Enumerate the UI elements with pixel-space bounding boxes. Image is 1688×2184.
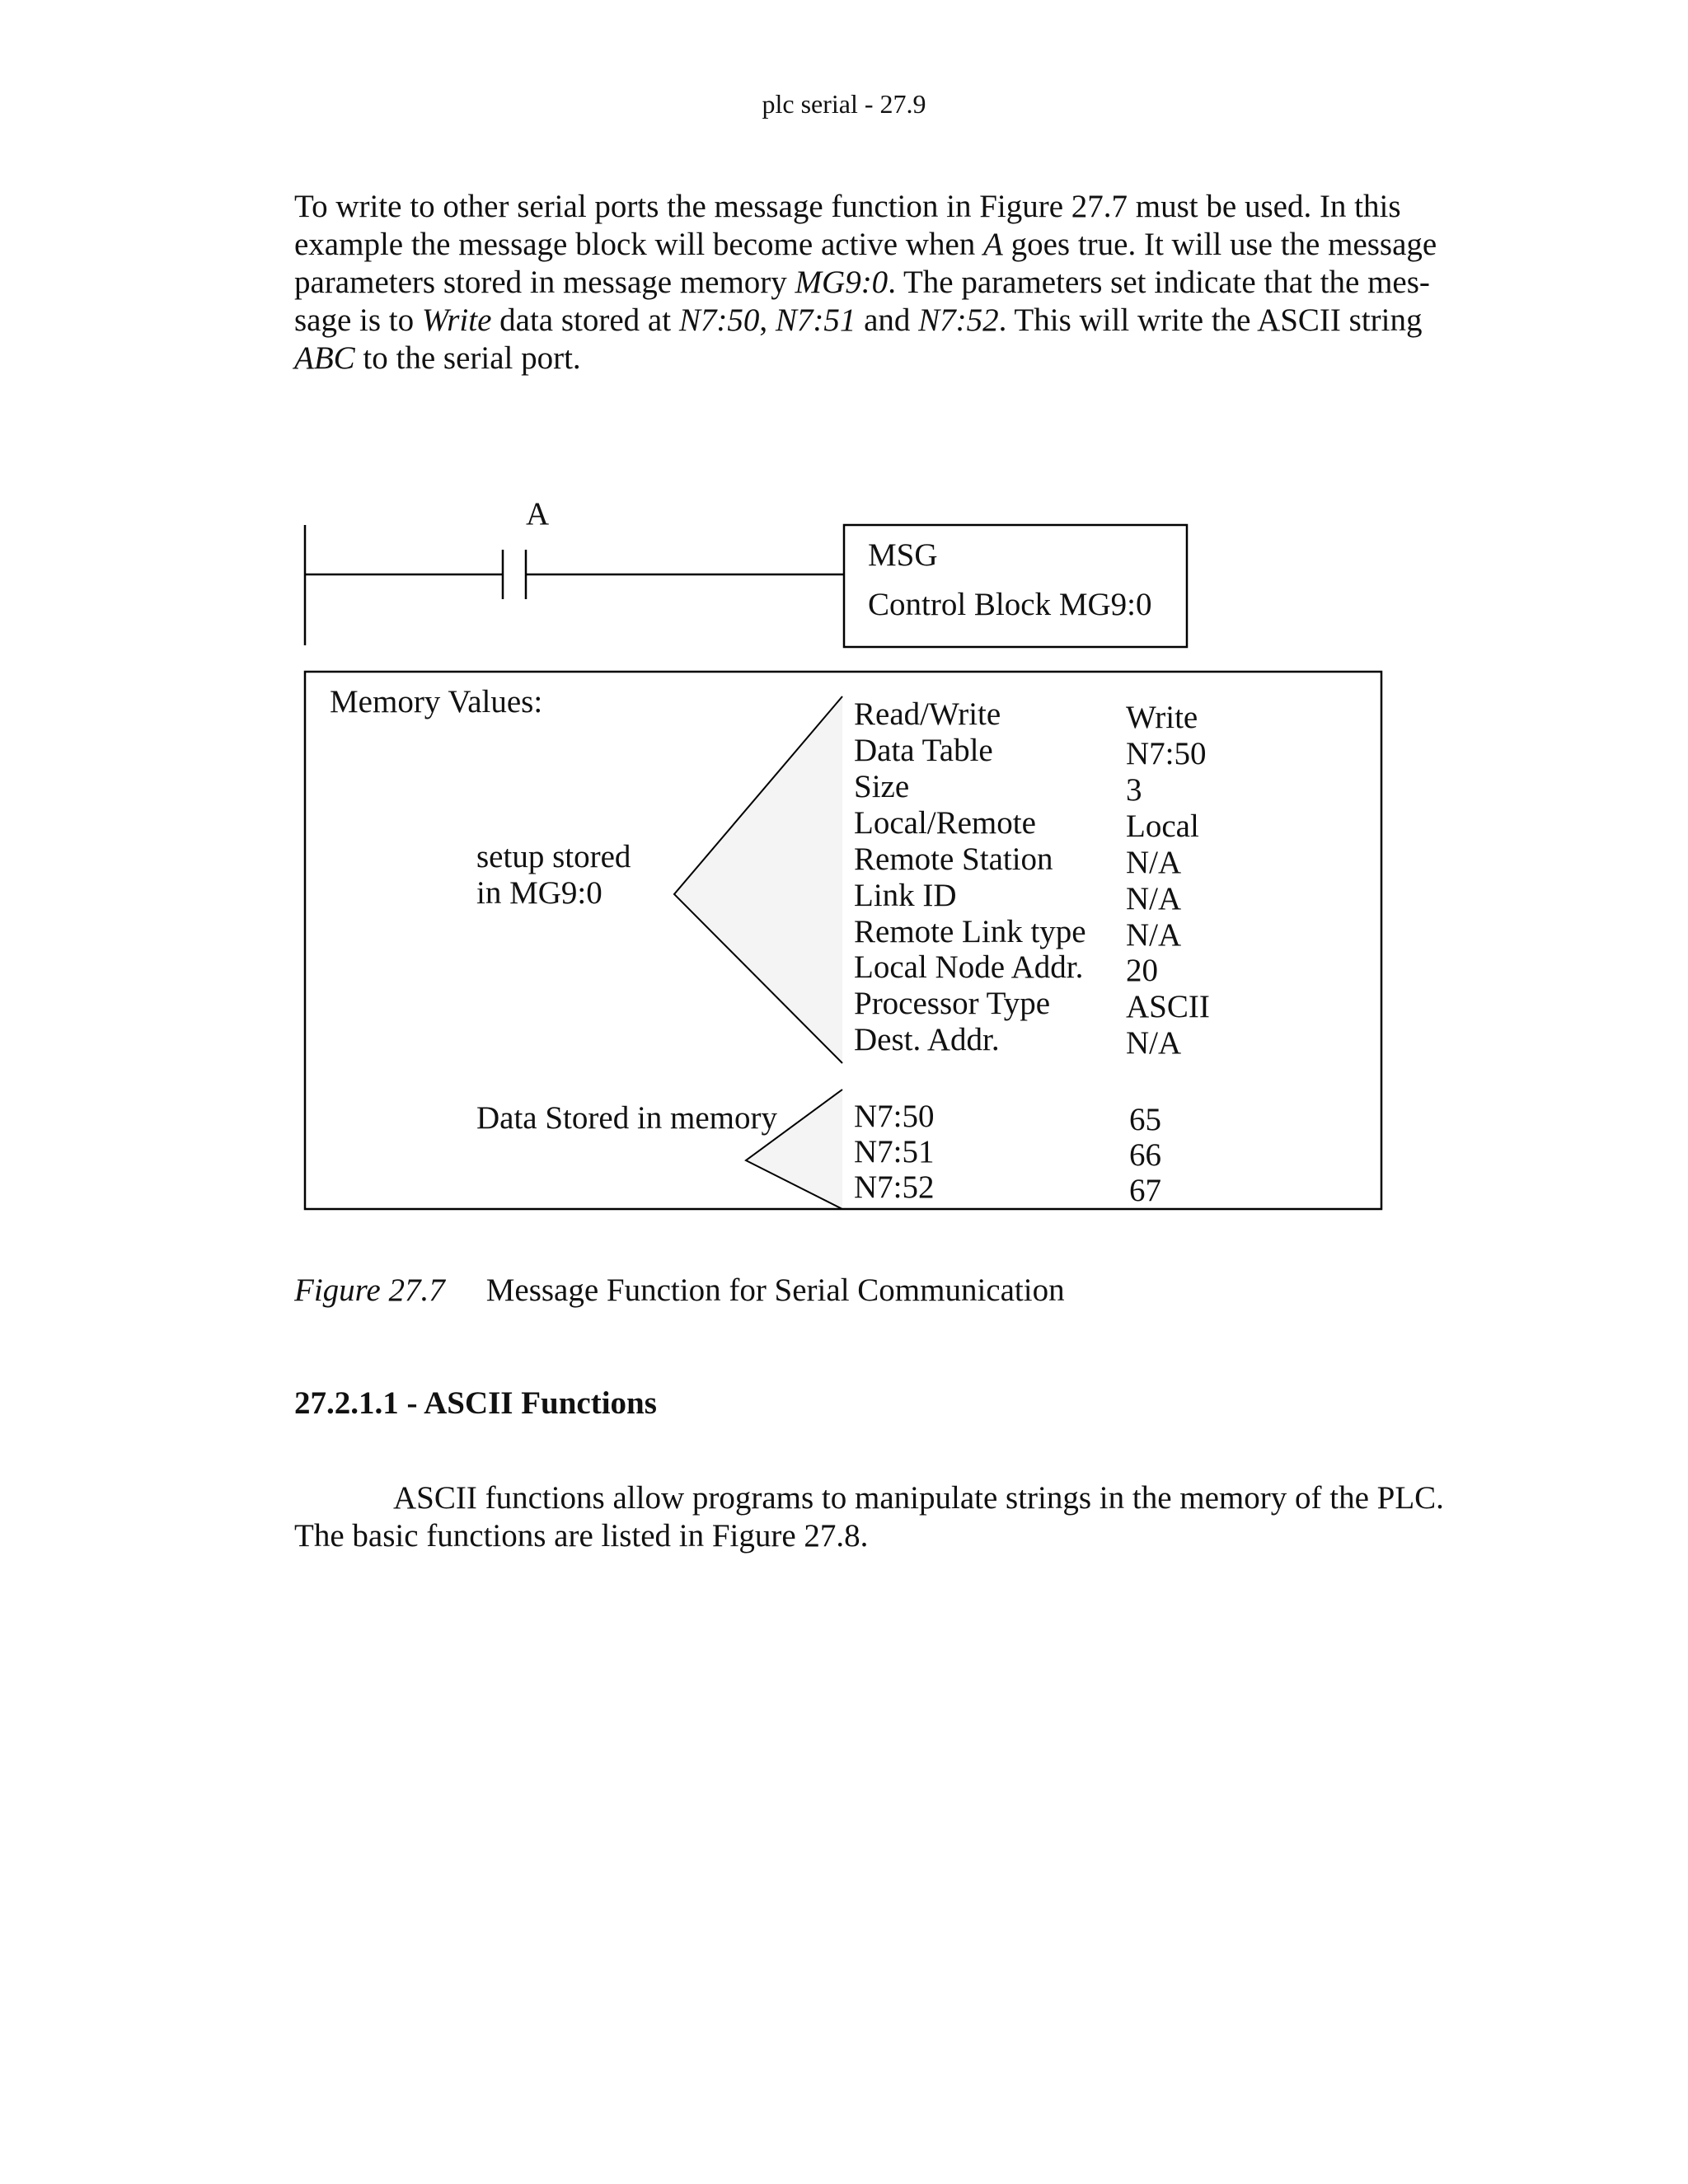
- setup-value: N/A: [1126, 845, 1182, 880]
- setup-field: Local/Remote: [854, 805, 1036, 841]
- msg-control-block: Control Block MG9:0: [868, 587, 1152, 622]
- setup-field: Link ID: [854, 878, 957, 913]
- setup-value: N/A: [1126, 917, 1182, 953]
- running-header: plc serial - 27.9: [762, 89, 926, 119]
- setup-value: N7:50: [1126, 736, 1207, 771]
- italic-term: Write: [421, 302, 492, 338]
- setup-field: Data Table: [854, 733, 993, 768]
- setup-field: Dest. Addr.: [854, 1022, 1000, 1057]
- setup-value: N/A: [1126, 1025, 1182, 1061]
- text-run: . This will write the ASCII string: [998, 302, 1423, 338]
- data-address: N7:50: [854, 1099, 935, 1134]
- setup-field: Remote Link type: [854, 914, 1086, 949]
- setup-field: Size: [854, 769, 910, 804]
- italic-term: A: [983, 227, 1003, 262]
- data-value: 65: [1129, 1102, 1161, 1137]
- setup-label-line1: setup stored: [476, 839, 631, 874]
- figure-title: Message Function for Serial Communication: [485, 1272, 1065, 1308]
- text-run: To write to other serial ports the message function in Figure 27.7 must be used. In this example the message block will become active when: [294, 189, 1401, 262]
- setup-value: Local: [1126, 808, 1199, 844]
- setup-label-line2: in MG9:0: [476, 875, 603, 911]
- setup-value: 3: [1126, 772, 1142, 808]
- figure-number: Figure 27.7: [294, 1272, 445, 1308]
- setup-field: Read/Write: [854, 696, 1001, 732]
- figure-caption: [294, 1272, 1065, 1309]
- contact-label: A: [526, 496, 550, 532]
- text-run: and: [856, 302, 919, 338]
- setup-value: N/A: [1126, 881, 1182, 916]
- setup-field: Local Node Addr.: [854, 949, 1084, 985]
- text-run: ASCII functions allow programs to manipulate strings in the memory of the PLC. The basic functions are listed in Figure 27.8.: [294, 1480, 1444, 1554]
- body-paragraph: [294, 1479, 1465, 1555]
- text-run: data stored at: [491, 302, 679, 338]
- data-stored-label: Data Stored in memory: [476, 1100, 777, 1136]
- data-address: N7:52: [854, 1169, 935, 1205]
- section-heading: 27.2.1.1 - ASCII Functions: [294, 1385, 657, 1421]
- italic-term: N7:51: [775, 302, 856, 338]
- data-value: 66: [1129, 1137, 1161, 1173]
- italic-term: N7:52: [918, 302, 999, 338]
- memory-values-box: [305, 672, 1381, 1209]
- msg-title: MSG: [868, 537, 938, 573]
- text-run: goes true. It will use the message parameters stored in message memory: [294, 227, 1437, 300]
- setup-value: ASCII: [1126, 989, 1210, 1024]
- setup-value: Write: [1126, 700, 1198, 735]
- italic-term: ABC: [294, 340, 355, 376]
- setup-value: 20: [1126, 953, 1158, 988]
- setup-field: Remote Station: [854, 841, 1053, 877]
- setup-field: Processor Type: [854, 986, 1051, 1021]
- memory-values-title: Memory Values:: [330, 684, 543, 719]
- text-run: ,: [759, 302, 776, 338]
- italic-term: N7:50: [678, 302, 760, 338]
- data-address: N7:51: [854, 1134, 935, 1169]
- text-run: . The parameters set indicate that the mes-sage is to: [294, 265, 1430, 338]
- data-value: 67: [1129, 1173, 1161, 1208]
- setup-brace-fill: [674, 696, 842, 1063]
- text-run: to the serial port.: [354, 340, 581, 376]
- italic-term: MG9:0: [795, 265, 889, 300]
